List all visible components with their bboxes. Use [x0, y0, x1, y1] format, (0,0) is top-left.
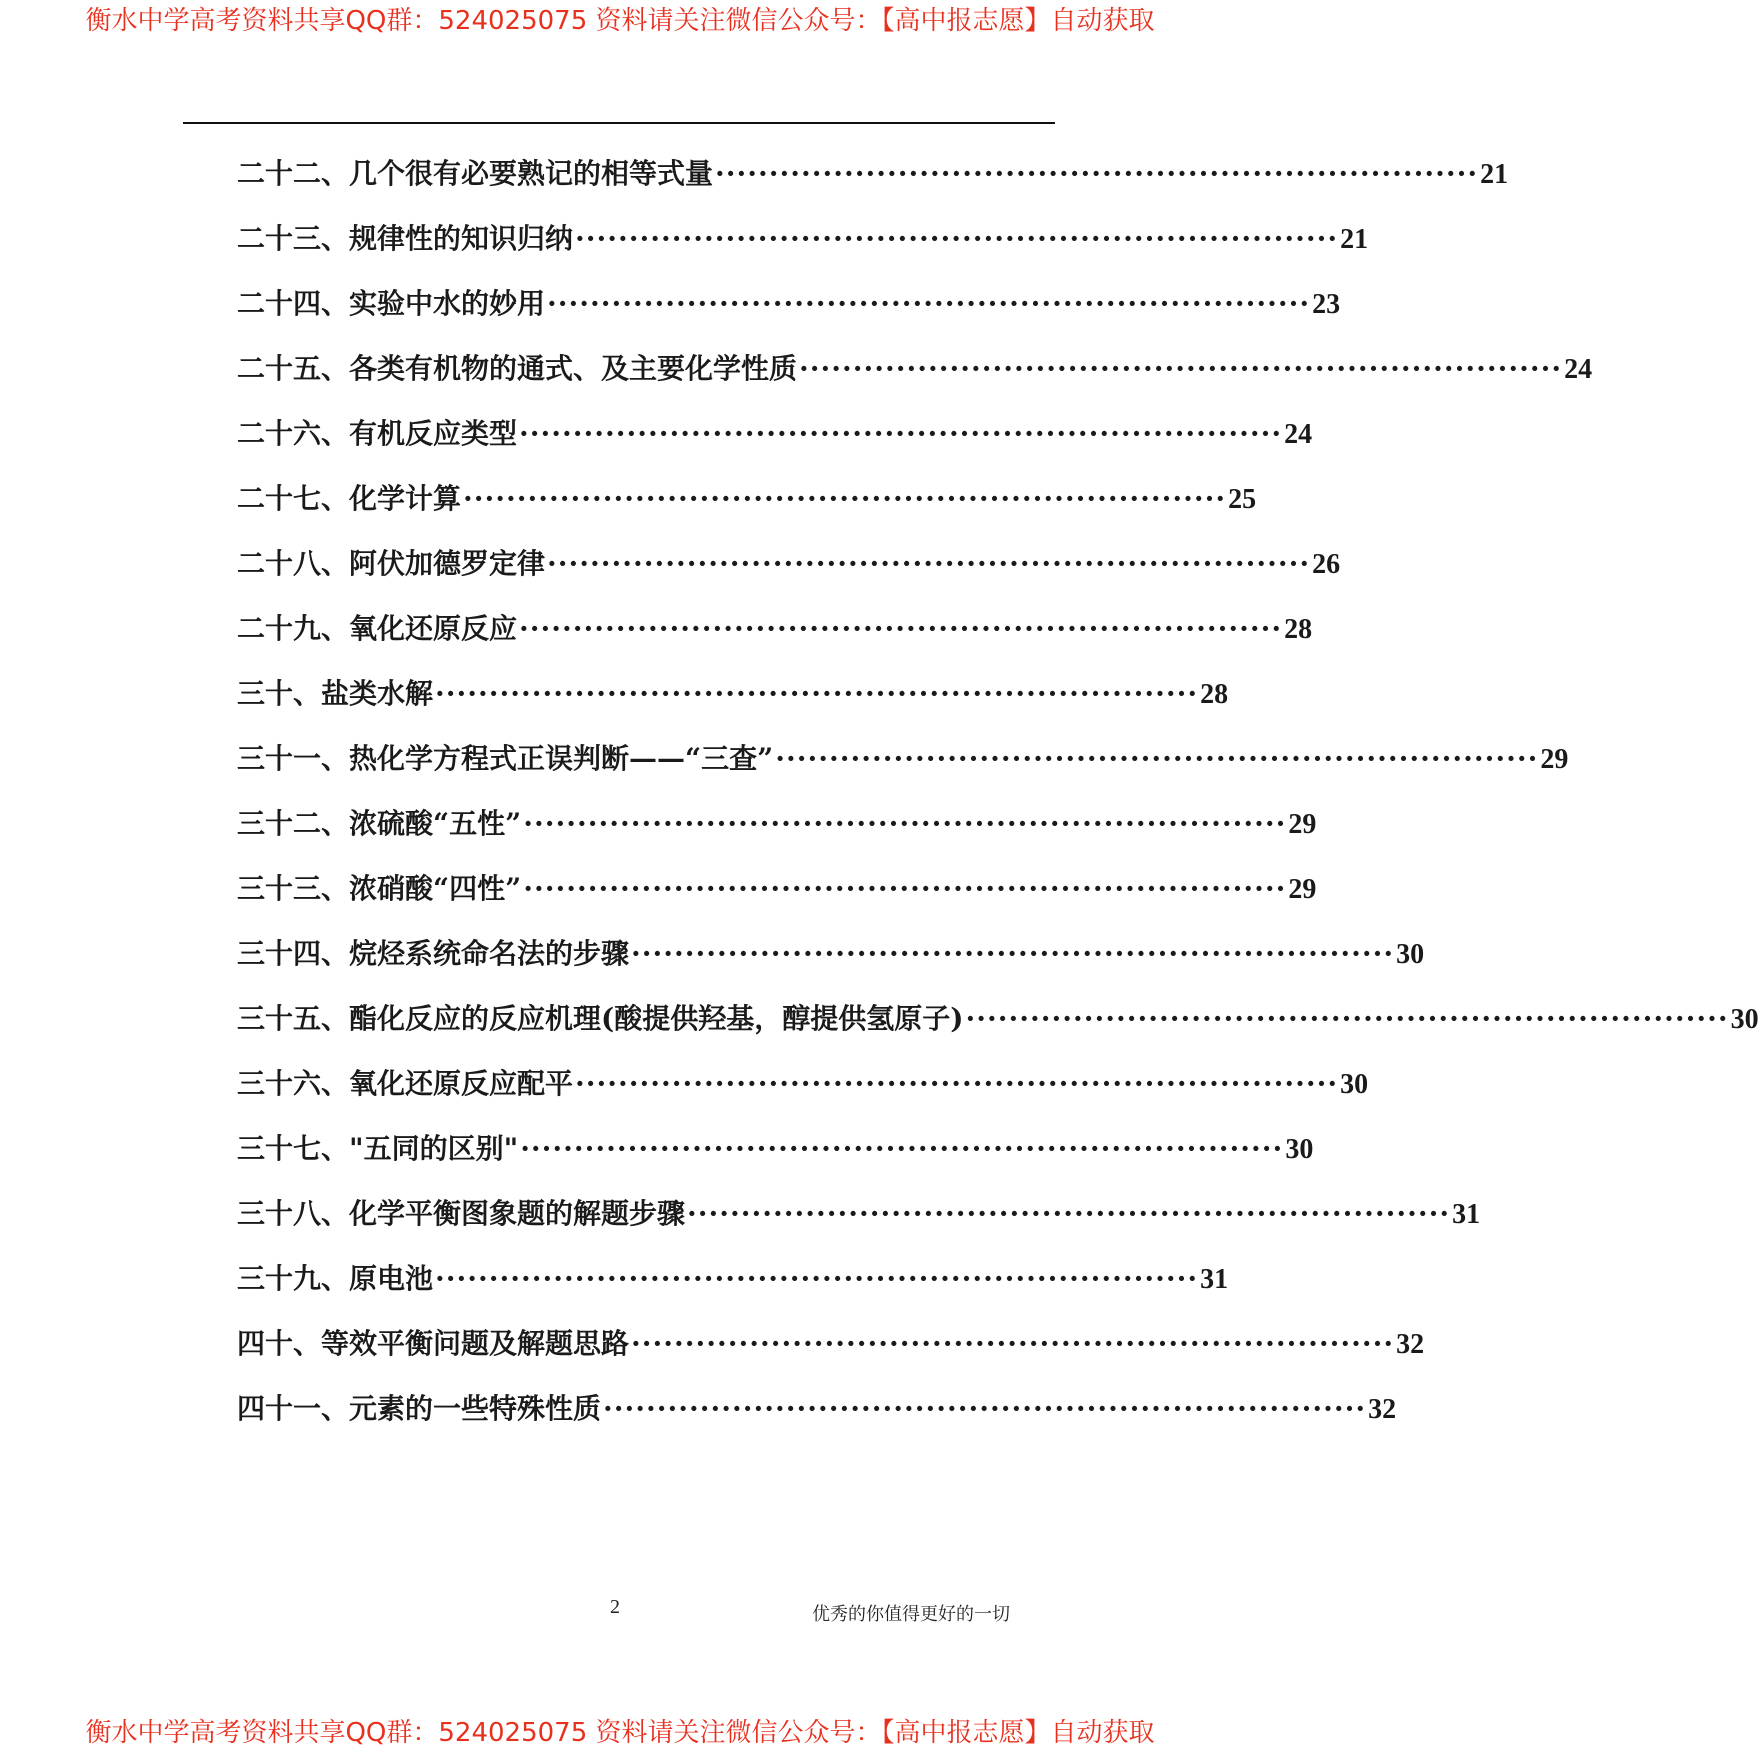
toc-entry-title: 二十五、各类有机物的通式、及主要化学性质	[237, 352, 798, 385]
toc-entry-page: 23	[1312, 289, 1341, 320]
footer-slogan: 优秀的你值得更好的一切	[812, 1604, 1010, 1625]
toc-entry-title: 三十七、"五同的区别"	[237, 1132, 519, 1165]
toc-entry[interactable]	[237, 412, 1313, 477]
toc-entry[interactable]	[237, 152, 1509, 217]
toc-entry[interactable]	[237, 802, 1317, 867]
toc-entry-title: 二十四、实验中水的妙用	[237, 287, 546, 320]
page-number: 2	[610, 1596, 620, 1618]
toc-entry-page: 31	[1200, 1264, 1229, 1295]
toc-entry[interactable]	[237, 1127, 1314, 1192]
toc-entry[interactable]	[237, 1192, 1481, 1257]
toc-entry-page: 24	[1564, 354, 1593, 385]
toc-entry-title: 三十、盐类水解	[237, 677, 434, 710]
toc-entry[interactable]	[237, 1387, 1397, 1452]
toc-entry-page: 28	[1200, 679, 1229, 710]
toc-entry[interactable]	[237, 607, 1313, 672]
toc-entry[interactable]	[237, 1062, 1369, 1127]
header-rule	[183, 122, 1055, 124]
toc-entry-page: 25	[1228, 484, 1257, 515]
toc-leader-dots: ·······································································	[631, 1327, 1395, 1360]
toc-entry[interactable]	[237, 932, 1425, 997]
toc-entry-title: 二十七、化学计算	[237, 482, 462, 515]
toc-entry-page: 32	[1396, 1329, 1425, 1360]
toc-entry[interactable]	[237, 737, 1569, 802]
toc-entry-page: 30	[1340, 1069, 1369, 1100]
toc-entry-title: 三十五、酯化反应的反应机理(酸提供羟基，醇提供氢原子)	[237, 1002, 964, 1035]
toc-entry-title: 二十九、氧化还原反应	[237, 612, 518, 645]
toc-leader-dots: ·······································································	[519, 612, 1283, 645]
toc-entry-page: 29	[1540, 744, 1569, 775]
toc-entry[interactable]	[237, 217, 1369, 282]
toc-leader-dots: ·······································································	[603, 1392, 1367, 1425]
toc-entry-page: 29	[1288, 809, 1317, 840]
toc-entry-title: 三十六、氧化还原反应配平	[237, 1067, 574, 1100]
toc-entry[interactable]	[237, 282, 1341, 347]
toc-entry-title: 二十六、有机反应类型	[237, 417, 518, 450]
toc-entry-page: 28	[1284, 614, 1313, 645]
header-banner: 衡水中学高考资料共享QQ群：524025075 资料请关注微信公众号：【高中报志愿】自动获取	[85, 6, 1155, 36]
toc-leader-dots: ·······································································	[523, 872, 1287, 905]
toc-entry-page: 30	[1730, 1004, 1759, 1035]
toc-entry-page: 24	[1284, 419, 1313, 450]
toc-leader-dots: ·······································································	[435, 1262, 1199, 1295]
toc-entry[interactable]	[237, 542, 1341, 607]
toc-entry-title: 二十二、几个很有必要熟记的相等式量	[237, 157, 714, 190]
toc-leader-dots: ·······································································	[799, 352, 1563, 385]
toc-leader-dots: ·······································································	[547, 547, 1311, 580]
toc-leader-dots: ·······································································	[715, 157, 1479, 190]
toc-entry[interactable]	[237, 672, 1229, 737]
toc-leader-dots: ·······································································	[631, 937, 1395, 970]
toc-leader-dots: ·······································································	[575, 222, 1339, 255]
toc-entry-page: 31	[1452, 1199, 1481, 1230]
toc-entry[interactable]	[237, 347, 1593, 412]
toc-leader-dots: ·······································································	[547, 287, 1311, 320]
toc-entry[interactable]	[237, 477, 1257, 542]
toc-entry-title: 四十、等效平衡问题及解题思路	[237, 1327, 630, 1360]
toc-leader-dots: ·······································································	[575, 1067, 1339, 1100]
table-of-contents	[237, 152, 1759, 1452]
toc-entry[interactable]	[237, 1257, 1229, 1322]
toc-entry[interactable]	[237, 997, 1759, 1062]
toc-entry-title: 三十二、浓硫酸“五性”	[237, 807, 522, 840]
toc-entry-page: 26	[1312, 549, 1341, 580]
toc-entry-page: 32	[1368, 1394, 1397, 1425]
toc-entry-page: 30	[1285, 1134, 1314, 1165]
toc-entry-title: 三十八、化学平衡图象题的解题步骤	[237, 1197, 686, 1230]
toc-entry-page: 30	[1396, 939, 1425, 970]
toc-entry[interactable]	[237, 1322, 1425, 1387]
toc-entry-page: 29	[1288, 874, 1317, 905]
toc-leader-dots: ·······································································	[965, 1002, 1729, 1035]
toc-entry-title: 三十四、烷烃系统命名法的步骤	[237, 937, 630, 970]
toc-entry-title: 四十一、元素的一些特殊性质	[237, 1392, 602, 1425]
toc-leader-dots: ·······································································	[523, 807, 1287, 840]
toc-entry-title: 二十三、规律性的知识归纳	[237, 222, 574, 255]
toc-leader-dots: ·······································································	[435, 677, 1199, 710]
toc-leader-dots: ·······································································	[520, 1132, 1284, 1165]
toc-entry[interactable]	[237, 867, 1317, 932]
toc-entry-page: 21	[1480, 159, 1509, 190]
toc-entry-page: 21	[1340, 224, 1369, 255]
toc-leader-dots: ·······································································	[775, 742, 1539, 775]
toc-entry-title: 三十一、热化学方程式正误判断——“三查”	[237, 742, 774, 775]
toc-entry-title: 二十八、阿伏加德罗定律	[237, 547, 546, 580]
toc-entry-title: 三十九、原电池	[237, 1262, 434, 1295]
toc-entry-title: 三十三、浓硝酸“四性”	[237, 872, 522, 905]
toc-leader-dots: ·······································································	[463, 482, 1227, 515]
toc-leader-dots: ·······································································	[519, 417, 1283, 450]
footer-banner: 衡水中学高考资料共享QQ群：524025075 资料请关注微信公众号：【高中报志愿】自动获取	[85, 1718, 1155, 1748]
toc-leader-dots: ·······································································	[687, 1197, 1451, 1230]
